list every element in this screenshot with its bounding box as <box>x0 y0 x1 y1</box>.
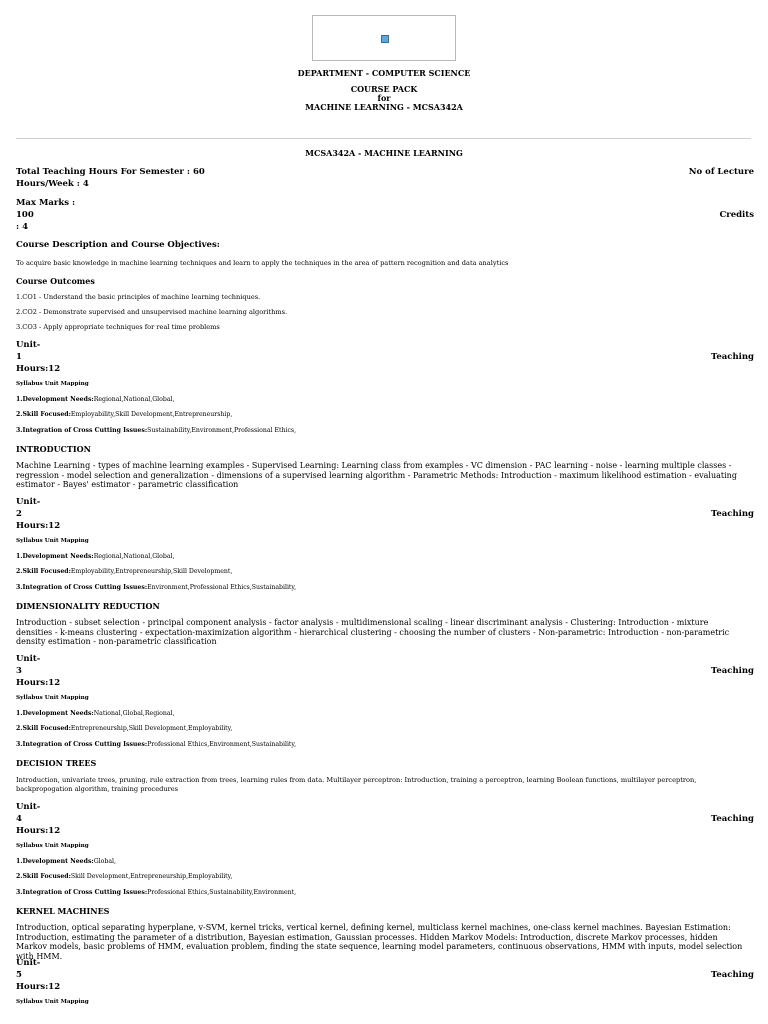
unit-content: Introduction, optical separating hyperplane, v-SVM, kernel tricks, vertical kernel, defining kernel, multiclass kernel machines, one-class kernel machines. Bayesian Estimation: Introduction, estimating the parameter of a distribution, Bayesian estimation, Gaussian processes. Hidden Markov Models: Introduction, discrete Markov processes, hidden Markov models, basic problems of HMM, evaluation problem, finding the state sequence, learning model parameters, continuous observations, HMM with inputs, model selection with HMM. <box>16 923 743 961</box>
skill-focused: 2.Skill Focused:Skill Development,Entrepreneurship,Employability, <box>16 873 233 880</box>
skill-focused: 2.Skill Focused:Entrepreneurship,Skill Development,Employability, <box>16 725 233 732</box>
teaching-label: Teaching <box>711 352 754 362</box>
credits-value: : 4 <box>16 222 29 232</box>
no-of-lecture-label: No of Lecture <box>688 167 754 177</box>
outcomes-heading: Course Outcomes <box>16 276 95 286</box>
cross-cutting-issues: 3.Integration of Cross Cutting Issues:Professional Ethics,Sustainability,Environment, <box>16 889 297 896</box>
for-label: for <box>377 93 391 103</box>
university-logo <box>312 15 456 61</box>
unit-number: 1 <box>16 352 22 362</box>
max-marks-label: Max Marks : <box>16 198 76 208</box>
teaching-label: Teaching <box>711 970 754 980</box>
course-name: MACHINE LEARNING - MCSA342A <box>305 102 463 112</box>
unit-number: 3 <box>16 666 22 676</box>
hours-per-week: Hours/Week : 4 <box>16 179 89 189</box>
cross-cutting-issues: 3.Integration of Cross Cutting Issues:Sustainability,Environment,Professional Ethics, <box>16 427 297 434</box>
max-marks-value: 100 <box>16 210 34 220</box>
unit-title: KERNEL MACHINES <box>16 906 110 916</box>
teaching-label: Teaching <box>711 509 754 519</box>
teaching-label: Teaching <box>711 814 754 824</box>
credits-label: Credits <box>719 210 754 220</box>
cross-cutting-issues: 3.Integration of Cross Cutting Issues:Environment,Professional Ethics,Sustainability, <box>16 584 297 591</box>
unit-label: Unit- <box>16 654 41 664</box>
unit-hours: Hours:12 <box>16 521 61 531</box>
unit-label: Unit- <box>16 340 41 350</box>
unit-hours: Hours:12 <box>16 678 61 688</box>
total-teaching-hours: Total Teaching Hours For Semester : 60 <box>16 167 205 177</box>
unit-label: Unit- <box>16 958 41 968</box>
syllabus-mapping-label: Syllabus Unit Mapping <box>16 695 89 701</box>
department-title: DEPARTMENT - COMPUTER SCIENCE <box>297 68 471 78</box>
unit-number: 5 <box>16 970 22 980</box>
unit-label: Unit- <box>16 497 41 507</box>
unit-number: 4 <box>16 814 22 824</box>
unit-title: DIMENSIONALITY REDUCTION <box>16 601 160 611</box>
development-needs: 1.Development Needs:National,Global,Regional, <box>16 710 175 717</box>
outcome-item: 1.CO1 - Understand the basic principles of machine learning techniques. <box>16 293 261 301</box>
development-needs: 1.Development Needs:Regional,National,Global, <box>16 396 175 403</box>
description-text: To acquire basic knowledge in machine learning techniques and learn to apply the techniques in the area of pattern recognition and data analytics <box>16 259 509 267</box>
unit-title: INTRODUCTION <box>16 444 91 454</box>
unit-hours: Hours:12 <box>16 364 61 374</box>
cross-cutting-issues: 3.Integration of Cross Cutting Issues:Professional Ethics,Environment,Sustainability, <box>16 741 297 748</box>
development-needs: 1.Development Needs:Regional,National,Global, <box>16 553 175 560</box>
teaching-label: Teaching <box>711 666 754 676</box>
syllabus-mapping-label: Syllabus Unit Mapping <box>16 381 89 387</box>
course-pack-label: COURSE PACK <box>350 84 418 94</box>
development-needs: 1.Development Needs:Global, <box>16 858 116 865</box>
outcome-item: 3.CO3 - Apply appropriate techniques for real time problems <box>16 323 220 331</box>
broken-image-icon <box>381 35 389 43</box>
unit-number: 2 <box>16 509 22 519</box>
syllabus-mapping-label: Syllabus Unit Mapping <box>16 538 89 544</box>
skill-focused: 2.Skill Focused:Employability,Entrepreneurship,Skill Development, <box>16 568 233 575</box>
unit-hours: Hours:12 <box>16 982 61 992</box>
header-divider <box>16 138 751 139</box>
unit-title: DECISION TREES <box>16 758 97 768</box>
skill-focused: 2.Skill Focused:Employability,Skill Development,Entrepreneurship, <box>16 411 233 418</box>
unit-content: Machine Learning - types of machine learning examples - Supervised Learning: Learning class from examples - VC dimension - PAC learning - noise - learning multiple classes - regression - model selection and generalization - dimensions of a supervised learning algorithm - Parametric Methods: Introduction - maximum likelihood estimation - evaluating estimator - Bayes' estimator - parametric classification <box>16 461 737 489</box>
unit-hours: Hours:12 <box>16 826 61 836</box>
unit-label: Unit- <box>16 802 41 812</box>
outcome-item: 2.CO2 - Demonstrate supervised and unsupervised machine learning algorithms. <box>16 308 288 316</box>
syllabus-mapping-label: Syllabus Unit Mapping <box>16 843 89 849</box>
unit-content: Introduction, univariate trees, pruning, rule extraction from trees, learning rules from data. Multilayer perceptron: Introduction, training a perceptron, learning Boolean functions, multilayer perceptron, backpropogation algorithm, training procedures <box>16 776 697 793</box>
syllabus-mapping-label: Syllabus Unit Mapping <box>16 999 89 1005</box>
course-title: MCSA342A - MACHINE LEARNING <box>305 148 463 158</box>
unit-content: Introduction - subset selection - principal component analysis - factor analysis - multidimensional scaling - linear discriminant analysis - Clustering: Introduction - mixture densities - k-means clustering - expectation-maximization algorithm - hierarchical clustering - choosing the number of clusters - Non-parametric: Introduction - non-parametric density estimation - non-parametric classification <box>16 618 730 646</box>
description-heading: Course Description and Course Objectives: <box>16 240 220 250</box>
